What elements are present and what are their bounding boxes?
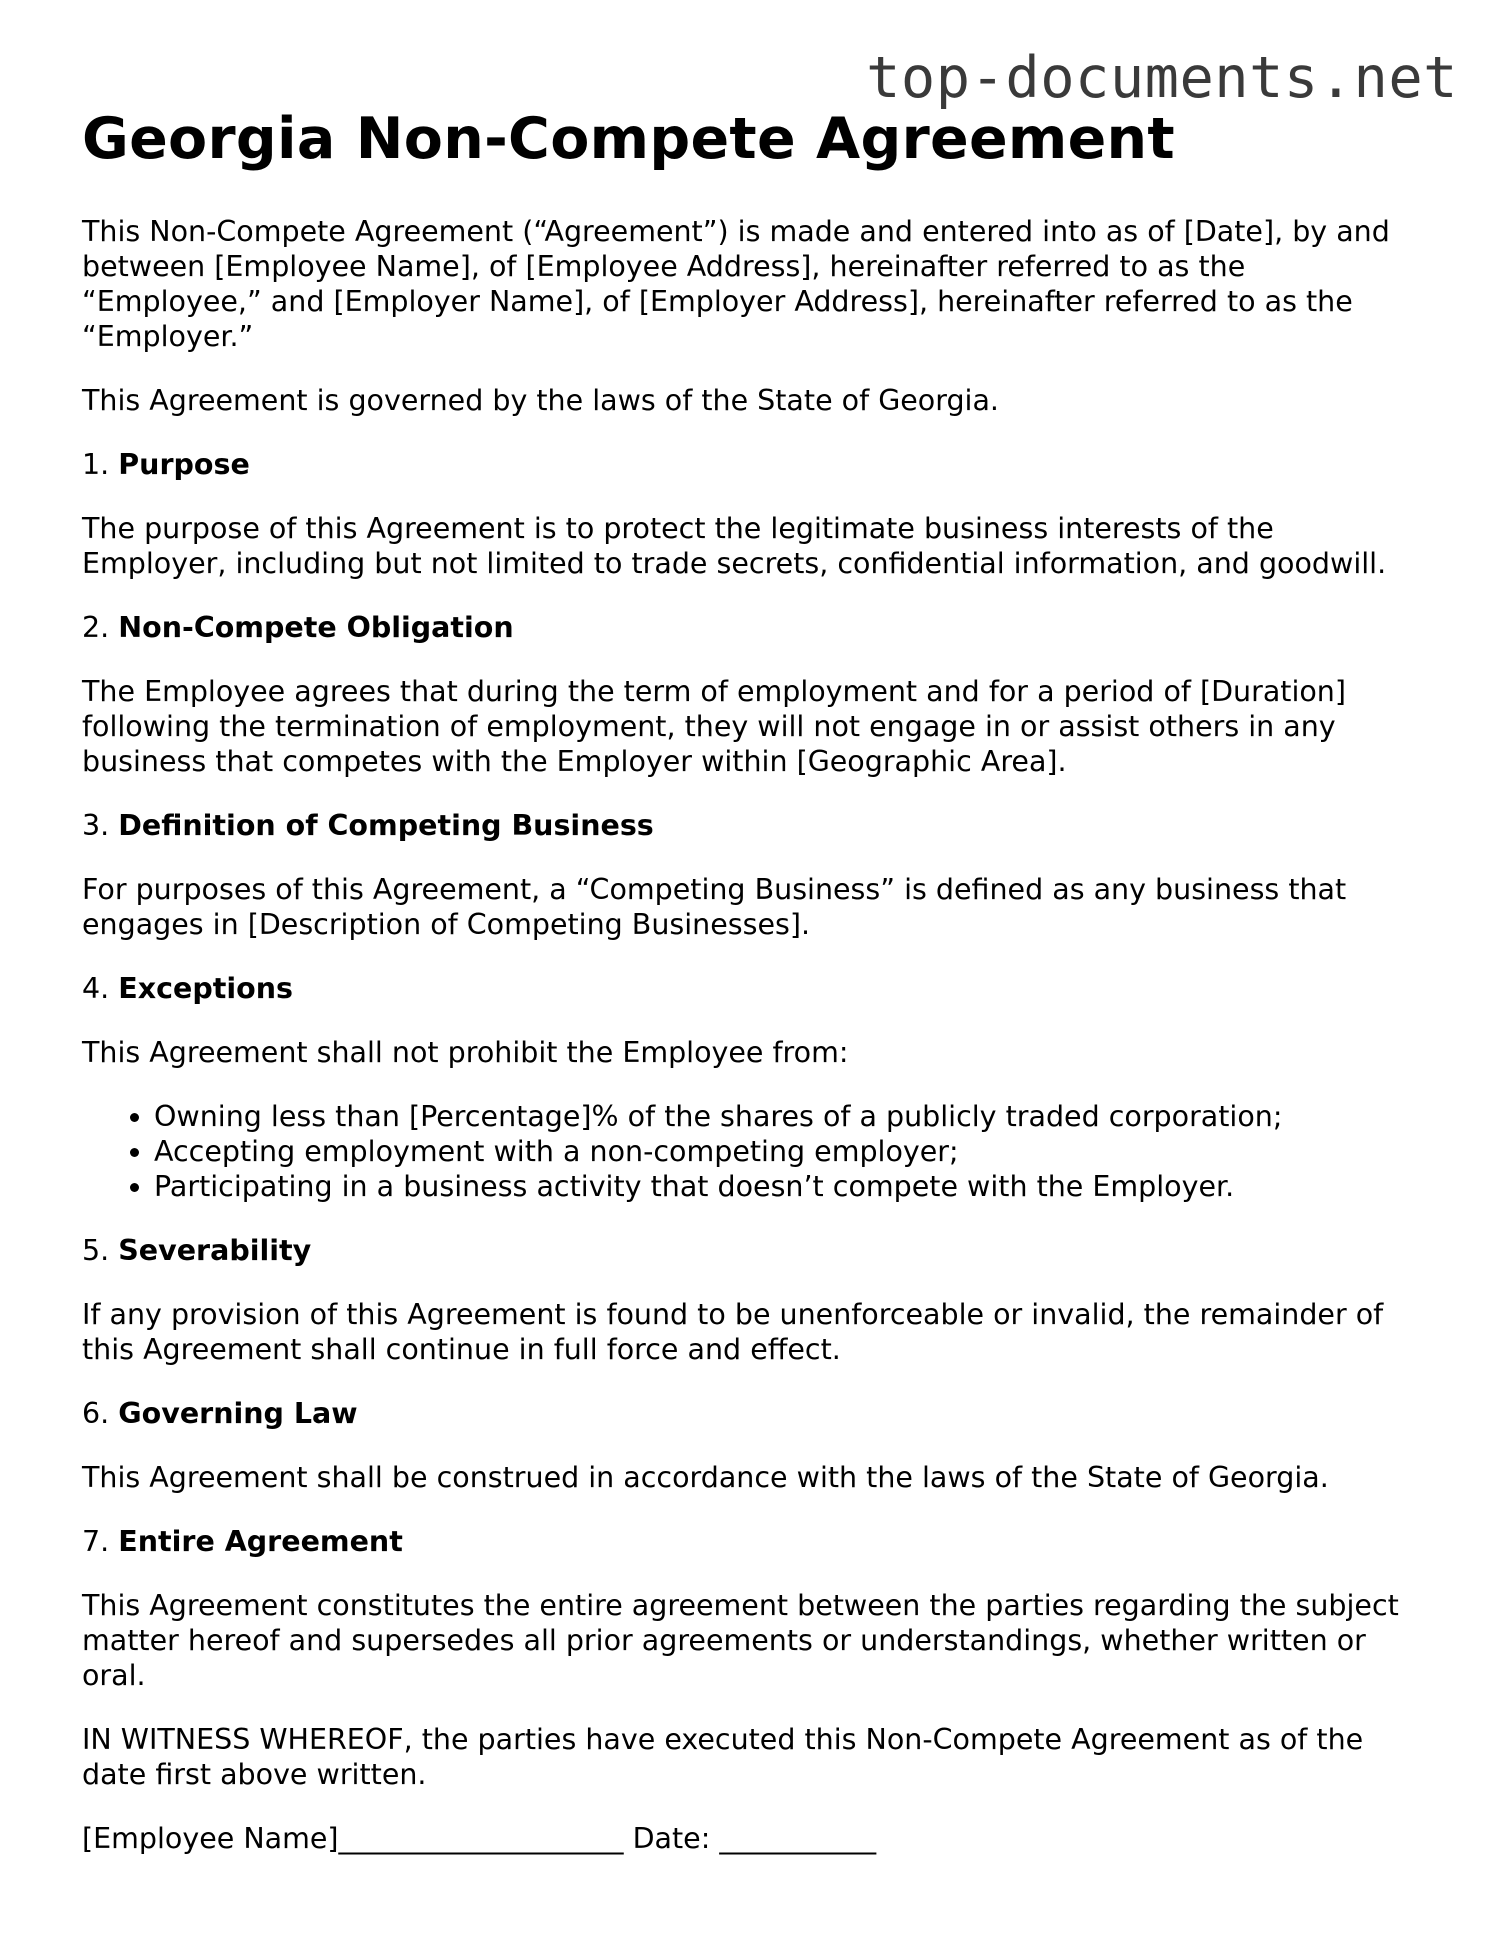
list-item: • Owning less than [Percentage]% of the shares of a publicly traded corporation; [154, 1099, 1422, 1134]
section-number: 3. [82, 808, 110, 842]
section-body-entire-agreement: This Agreement constitutes the entire agreement between the parties regarding the subject matter hereof and supersedes all prior agreements or understandings, whether written or oral. [82, 1588, 1399, 1692]
section-number: 2. [82, 610, 110, 644]
section-number: 6. [82, 1396, 110, 1430]
section-heading-non-compete-obligation [82, 610, 1422, 645]
section-heading-competing-business [82, 808, 1422, 843]
section-heading-governing-law [82, 1396, 1422, 1431]
section-body-purpose: The purpose of this Agreement is to protect the legitimate business interests of the Employer, including but not limited to trade secrets, confidential information, and goodwill. [82, 511, 1387, 580]
section-title: Entire Agreement [118, 1524, 403, 1558]
document-title: Georgia Non-Compete Agreement [82, 106, 1175, 172]
list-item: • Accepting employment with a non-competing employer; [154, 1134, 1422, 1169]
section-body-exceptions: This Agreement shall not prohibit the Employee from: [82, 1035, 849, 1069]
watermark: top-documents.net [866, 45, 1458, 111]
employee-signature-blank[interactable]: ____________________ [338, 1821, 624, 1855]
intro-paragraph: This Non-Compete Agreement (“Agreement”) is made and entered into as of [Date], by and between [Employee Name], of [Employee Address], hereinafter referred to as the “Employee,” and [Employer Name], of [Employer Address], hereinafter referred to as the “Employer.” [82, 214, 1390, 353]
exceptions-list [82, 1099, 1422, 1204]
section-title: Definition of Competing Business [118, 808, 654, 842]
section-title: Exceptions [118, 971, 293, 1005]
section-number: 1. [82, 447, 110, 481]
witness-paragraph: IN WITNESS WHEREOF, the parties have executed this Non-Compete Agreement as of the date first above written. [82, 1722, 1364, 1791]
governed-paragraph: This Agreement is governed by the laws of the State of Georgia. [82, 383, 999, 417]
date-blank[interactable]: ___________ [719, 1821, 877, 1855]
section-title: Non-Compete Obligation [118, 610, 514, 644]
section-number: 4. [82, 971, 110, 1005]
section-title: Severability [118, 1233, 312, 1267]
section-number: 7. [82, 1524, 110, 1558]
signature-line [82, 1821, 1422, 1856]
section-body-severability: If any provision of this Agreement is found to be unenforceable or invalid, the remainder of this Agreement shall continue in full force and effect. [82, 1297, 1384, 1366]
section-heading-exceptions [82, 971, 1422, 1006]
section-title: Purpose [118, 447, 250, 481]
section-number: 5. [82, 1233, 110, 1267]
employee-name-label: [Employee Name] [82, 1821, 339, 1855]
section-heading-severability [82, 1233, 1422, 1268]
document-body [82, 107, 1422, 1856]
section-body-competing-business: For purposes of this Agreement, a “Competing Business” is defined as any business that engages in [Description of Competing Businesses]. [82, 872, 1347, 941]
date-label: Date: [632, 1821, 711, 1855]
section-body-non-compete-obligation: The Employee agrees that during the term of employment and for a period of [Duration] following the termination of employment, they will not engage in or assist others in any business that competes with the Employer within [Geographic Area]. [82, 674, 1346, 778]
section-body-governing-law: This Agreement shall be construed in accordance with the laws of the State of Georgia. [82, 1460, 1329, 1494]
section-heading-entire-agreement [82, 1524, 1422, 1559]
section-heading-purpose [82, 447, 1422, 482]
list-item: • Participating in a business activity that doesn’t compete with the Employer. [154, 1169, 1422, 1204]
section-title: Governing Law [118, 1396, 358, 1430]
